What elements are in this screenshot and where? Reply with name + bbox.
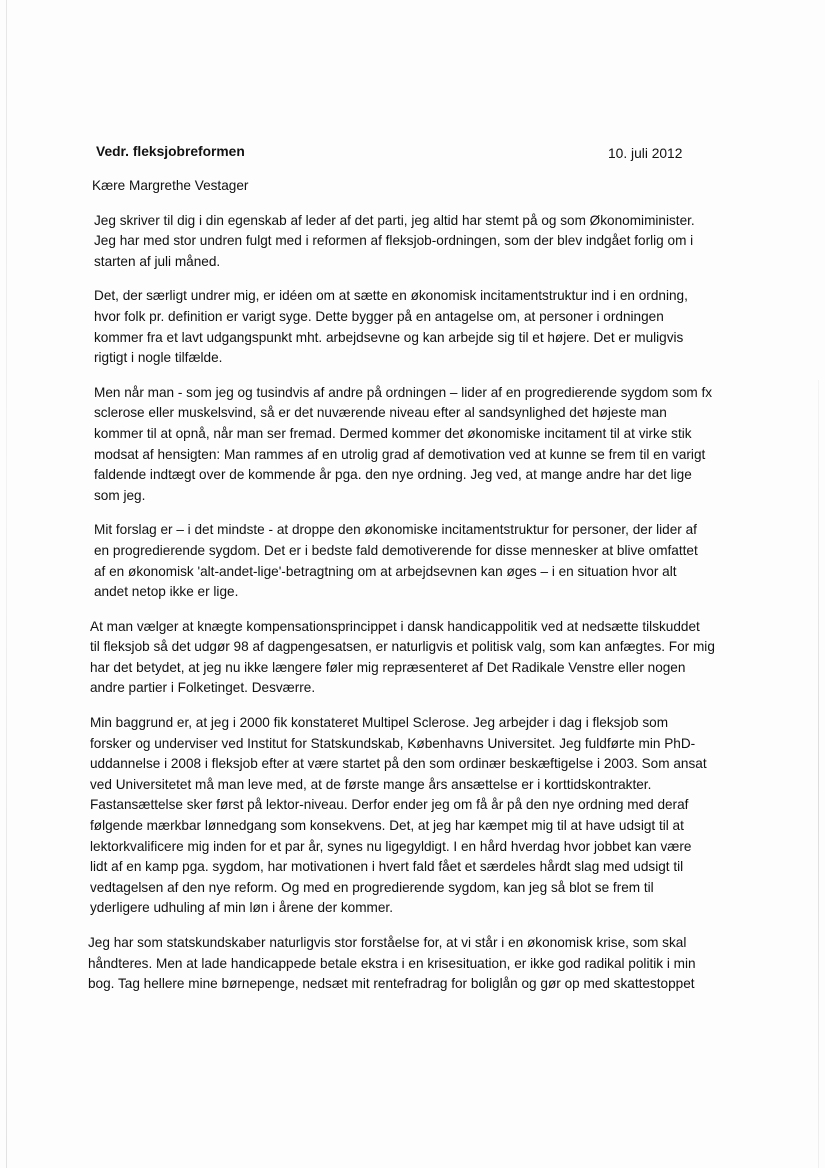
text-line: bog. Tag hellere mine børnepenge, nedsæt mit rentefradrag for boliglån og gør op med skattestoppet bbox=[88, 976, 695, 992]
scan-edge-right bbox=[818, 380, 819, 1168]
text-line: starten af juli måned. bbox=[94, 253, 221, 269]
text-line: forsker og underviser ved Institut for Statskundskab, Københavns Universitet. Jeg fuldførte min PhD- bbox=[90, 735, 696, 751]
text-line: rigtigt i nogle tilfælde. bbox=[94, 350, 223, 366]
text-line: uddannelse i 2008 i fleksjob efter at være startet på den som ordinær beskæftigelse i 2003. Som ansat bbox=[90, 756, 707, 772]
paragraph-2 bbox=[94, 286, 730, 368]
text-line: kommer til at opnå, når man ser fremad. Dermed kommer det økonomiske incitament til at virke stik bbox=[94, 425, 692, 441]
letter-date: 10. juli 2012 bbox=[608, 146, 683, 161]
paragraph-7 bbox=[88, 933, 730, 995]
text-line: håndteres. Men at lade handicappede betale ekstra i en krisesituation, er ikke god radikal politik i min bbox=[88, 955, 696, 971]
text-line: vedtagelsen af den nye reform. Og med en progredierende sygdom, kan jeg så blot se frem til bbox=[90, 879, 654, 895]
text-line: kommer fra et lavt udgangspunkt mht. arbejdsevne og kan arbejde sig til et højere. Det er muligvis bbox=[94, 329, 684, 345]
text-line: har det betydet, at jeg nu ikke længere føler mig repræsenteret af Det Radikale Venstre eller nogen bbox=[90, 659, 686, 675]
paragraph-3 bbox=[94, 383, 730, 507]
text-line: hvor folk pr. definition er varigt syge. Dette bygger på en antagelse om, at personer i ordningen bbox=[94, 308, 664, 324]
text-line: lidt af en kamp pga. sygdom, har motivationen i hvert fald fået et særdeles hårdt slag med udsigt til bbox=[90, 859, 684, 875]
text-line: som jeg. bbox=[94, 487, 146, 503]
letter-header bbox=[90, 142, 730, 164]
text-line: af en økonomisk 'alt-andet-lige'-betragtning om at arbejdsevnen kan øges – i en situation hvor alt bbox=[94, 563, 677, 579]
letter-salutation: Kære Margrethe Vestager bbox=[92, 178, 249, 193]
text-line: andet netop ikke er lige. bbox=[94, 584, 239, 600]
text-line: yderligere udhuling af min løn i årene der kommer. bbox=[90, 900, 393, 916]
text-line: Det, der særligt undrer mig, er idéen om at sætte en økonomisk incitamentstruktur ind i en ordning, bbox=[94, 288, 688, 304]
text-line: Jeg har med stor undren fulgt med i reformen af fleksjob-ordningen, som der blev indgået forlig om i bbox=[94, 233, 694, 249]
letter-body bbox=[90, 142, 730, 1009]
text-line: sclerose eller muskelsvind, så er det nuværende niveau efter al sandsynlighed det højeste man bbox=[94, 405, 667, 421]
text-line: ved Universitetet må man leve med, at de første mange års ansættelse er i korttidskontrakter. bbox=[90, 776, 652, 792]
paragraph-6 bbox=[90, 713, 730, 919]
paragraph-4 bbox=[94, 520, 730, 602]
text-line: Mit forslag er – i det mindste - at droppe den økonomiske incitamentstruktur for personer, der lider af bbox=[94, 522, 697, 538]
letter-subject: Vedr. fleksjobreformen bbox=[96, 144, 245, 159]
scan-edge-left bbox=[6, 0, 7, 1168]
text-line: en progredierende sygdom. Det er i bedste fald demotiverende for disse mennesker at blive omfattet bbox=[94, 542, 698, 558]
paragraph-5 bbox=[90, 617, 730, 699]
text-line: modsat af hensigten: Man rammes af en utrolig grad af demotivation ved at kunne se frem til en varigt bbox=[94, 446, 706, 462]
text-line: lektorkvalificere mig inden for et par år, synes nu ligegyldigt. I en hård hverdag hvor jobbet kan være bbox=[90, 838, 692, 854]
text-line: følgende mærkbar lønnedgang som konsekvens. Det, at jeg har kæmpet mig til at have udsigt til at bbox=[90, 818, 684, 834]
text-line: Min baggrund er, at jeg i 2000 fik konstateret Multipel Sclerose. Jeg arbejder i dag i fleksjob som bbox=[90, 715, 669, 731]
text-line: Jeg har som statskundskaber naturligvis stor forståelse for, at vi står i en økonomisk krise, som skal bbox=[88, 935, 687, 950]
text-line: Men når man - som jeg og tusindvis af andre på ordningen – lider af en progredierende sygdom som fx bbox=[94, 384, 713, 400]
text-line: Jeg skriver til dig i din egenskab af leder af det parti, jeg altid har stemt på og som Økonomiminister. bbox=[94, 212, 695, 228]
text-line: andre partier i Folketinget. Desværre. bbox=[90, 680, 316, 696]
text-line: Fastansættelse sker først på lektor-niveau. Derfor ender jeg om få år på den nye ordning med deraf bbox=[90, 797, 689, 813]
paragraph-1 bbox=[94, 211, 730, 273]
text-line: til fleksjob så det udgør 98 af dagpengesatsen, er naturligvis et politisk valg, som kan anfægtes. For mig bbox=[90, 639, 715, 655]
text-line: faldende indtægt over de kommende år pga. den nye ordning. Jeg ved, at mange andre har det lige bbox=[94, 467, 692, 483]
text-line: At man vælger at knægte kompensationsprincippet i dansk handicappolitik ved at nedsætte tilskuddet bbox=[90, 618, 700, 634]
